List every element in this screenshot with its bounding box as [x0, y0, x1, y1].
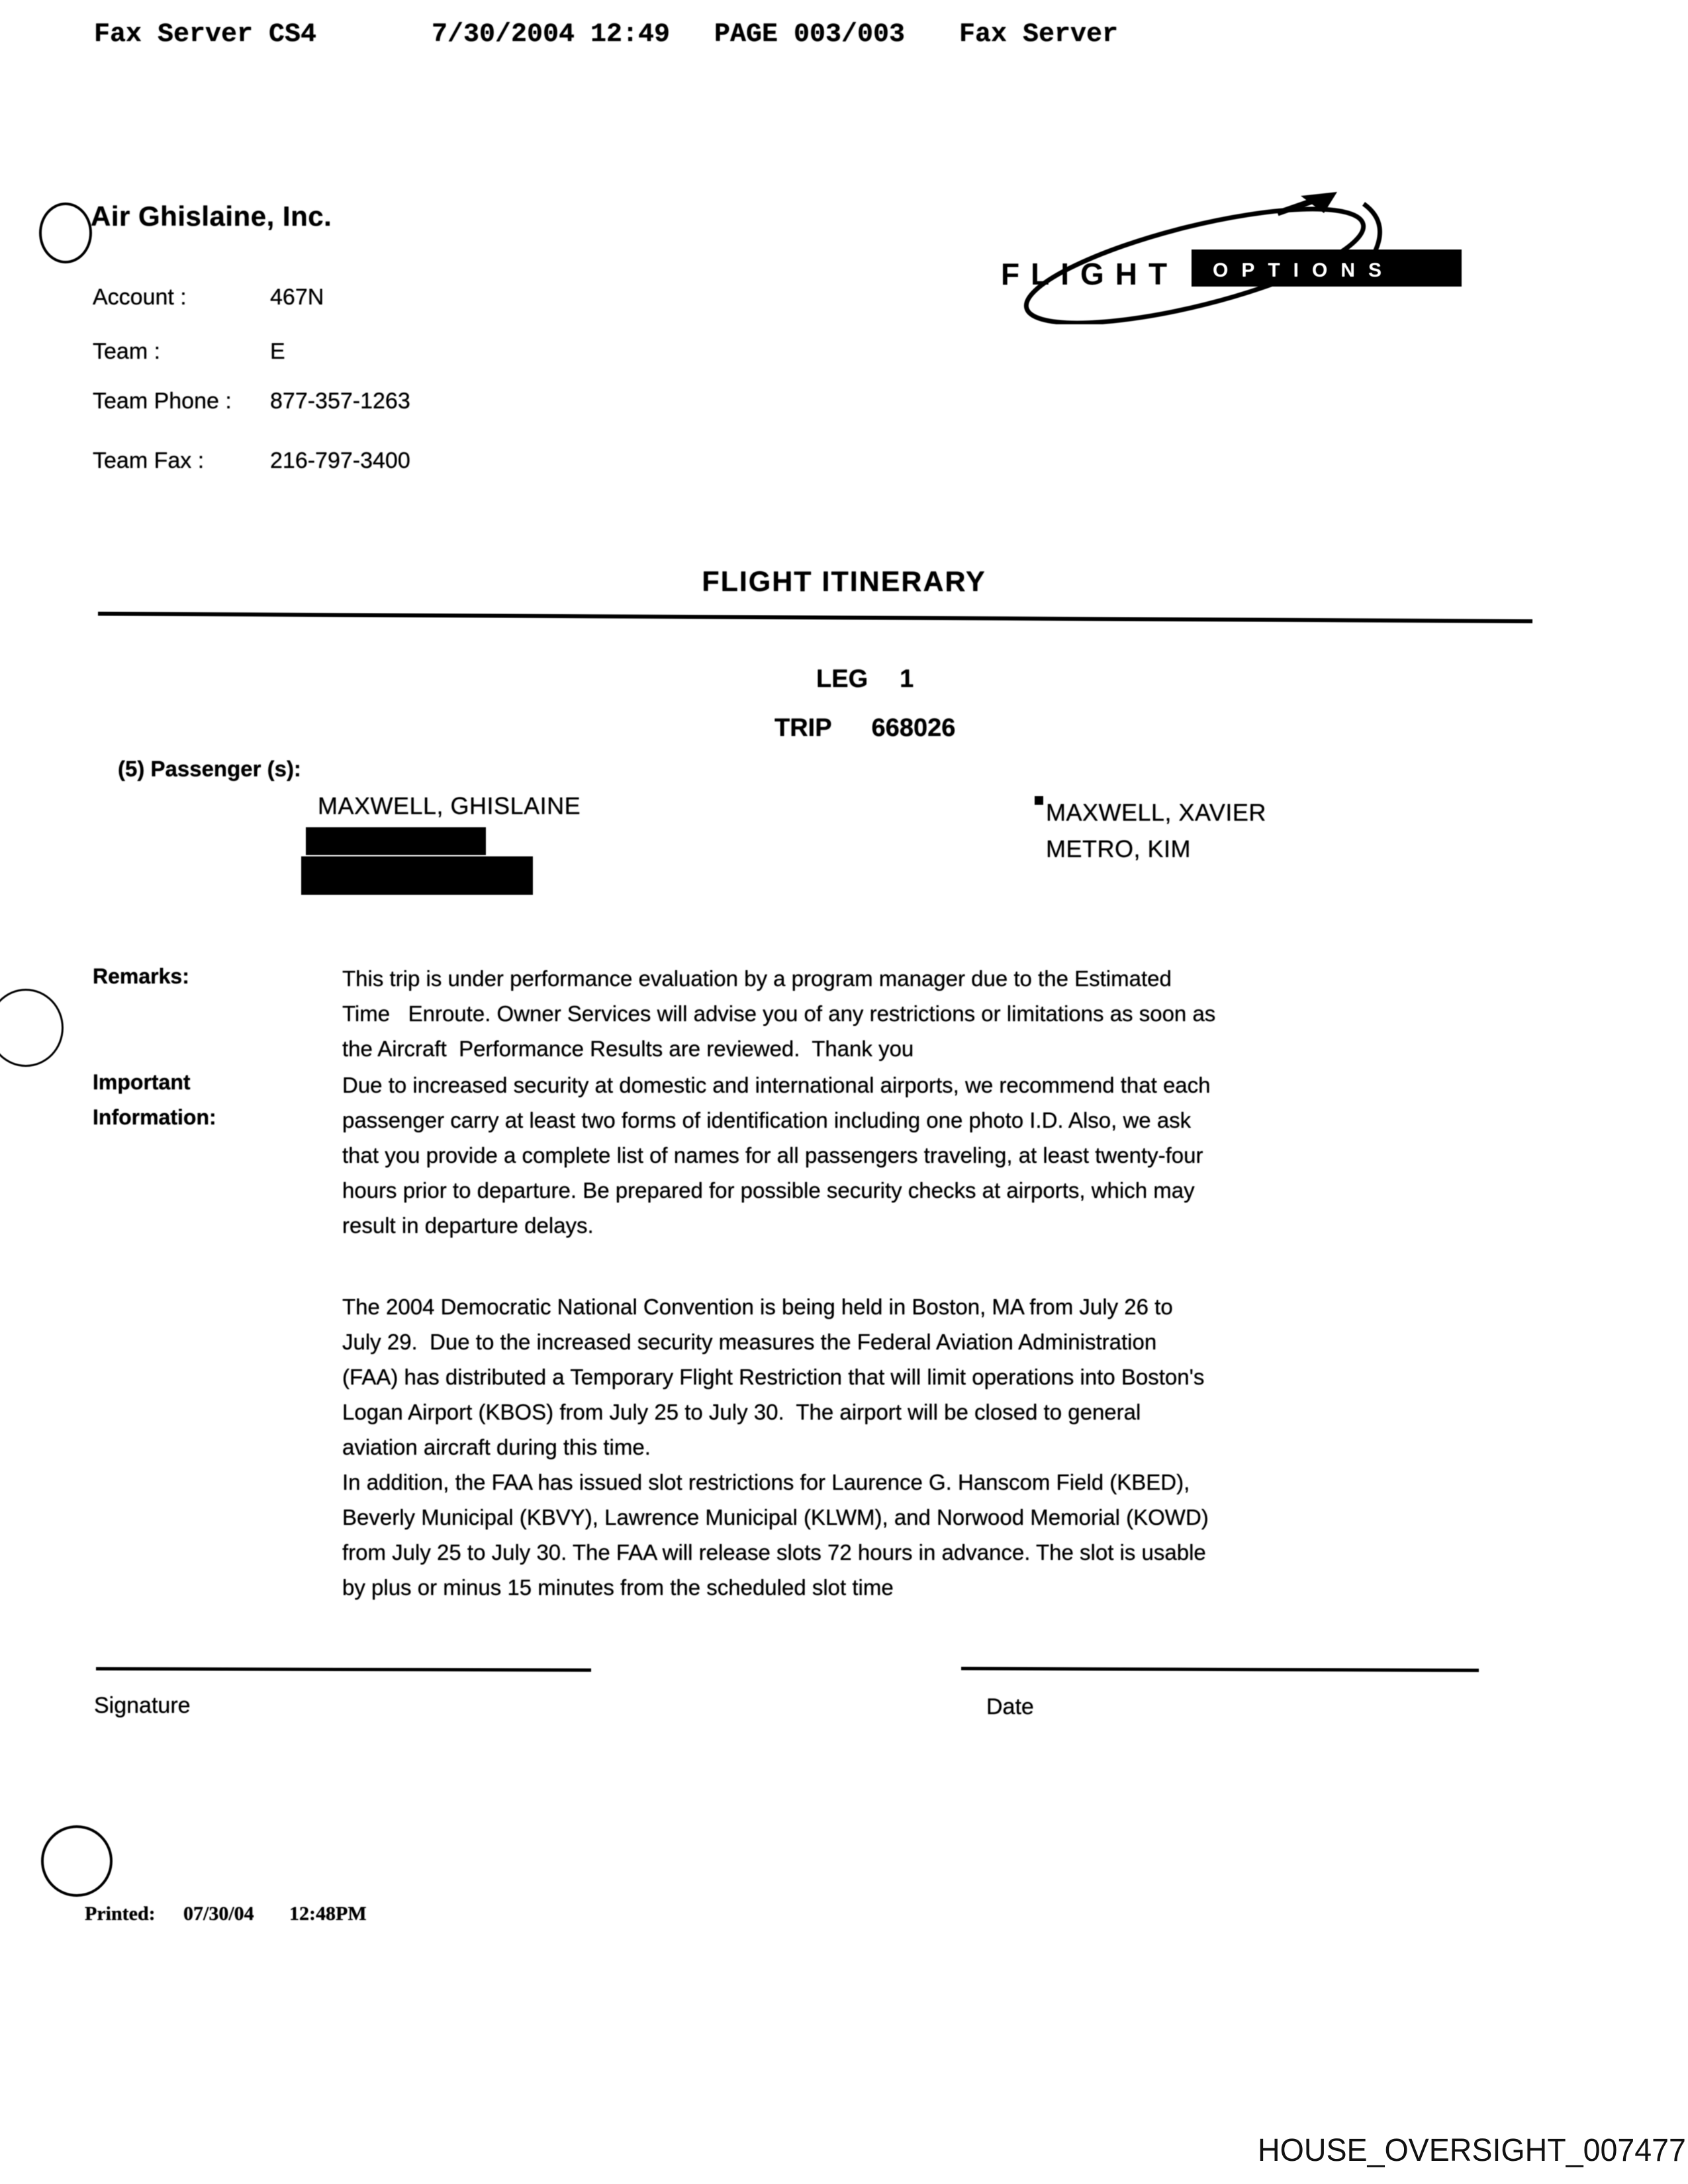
leg-label: LEG — [816, 665, 868, 693]
printed-label: Printed: — [85, 1903, 156, 1925]
punch-hole-icon — [41, 1825, 113, 1897]
team-fax-label: Team Fax : — [93, 448, 205, 473]
remarks-label: Remarks: — [93, 964, 189, 988]
passenger-name: METRO, KIM — [1046, 835, 1191, 862]
leg-number: 1 — [900, 665, 914, 693]
account-label: Account : — [93, 285, 187, 310]
passenger-name: MAXWELL, GHISLAINE — [318, 792, 581, 819]
fax-header-datetime: 7/30/2004 12:49 — [432, 20, 671, 50]
redaction-bar — [306, 827, 486, 855]
fax-header-sender: Fax Server — [959, 20, 1119, 50]
bates-number: HOUSE_OVERSIGHT_007477 — [1258, 2133, 1686, 2168]
passenger-name: MAXWELL, XAVIER — [1046, 799, 1266, 826]
stray-mark-icon — [1035, 796, 1043, 805]
team-value: E — [270, 339, 285, 364]
remarks-text: This trip is under performance evaluation by a program manager due to the Estimated Time Enroute. Owner Services will advise you of any restrictions or limitations as soon as the Aircraft Performance Results are reviewed. Thank you — [342, 966, 1216, 1061]
logo-word-flight: FLIGHT — [1001, 257, 1179, 291]
team-phone-label: Team Phone : — [93, 388, 232, 414]
fax-header-station: Fax Server CS4 — [94, 20, 317, 50]
passenger-heading: (5) Passenger (s): — [118, 756, 301, 781]
document-title: FLIGHT ITINERARY — [702, 566, 986, 598]
redaction-bar — [301, 856, 533, 895]
account-value: 467N — [270, 285, 324, 310]
advisory-text: The 2004 Democratic National Convention is being held in Boston, MA from July 26 to July 29. Due to the increased security measures the Federal Aviation Administration (FAA) has distributed a Temporary Flight Restriction that will limit operations into Boston's Logan Airport (KBOS) from July 25 to July 30. The airport will be closed to general aviation aircraft during this time. In addition, the FAA has issued slot restrictions for Laurence G. Hanscom Field (KBED), Beverly Municipal (KBVY), Lawrence Municipal (KLWM), and Norwood Memorial (KOWD) from July 25 to July 30. The FAA will release slots 72 hours in advance. The slot is usable by plus or minus 15 minutes from the scheduled slot time — [342, 1295, 1209, 1600]
date-label: Date — [986, 1694, 1034, 1719]
logo-word-options: OPTIONS — [1213, 259, 1395, 281]
trip-number: 668026 — [871, 714, 956, 742]
team-label: Team : — [93, 339, 161, 364]
title-divider-rule — [98, 612, 1532, 623]
team-fax-value: 216-797-3400 — [270, 448, 410, 473]
flight-options-logo — [966, 192, 1496, 324]
important-info-label: Information: — [93, 1105, 216, 1129]
team-phone-value: 877-357-1263 — [270, 388, 410, 414]
signature-label: Signature — [94, 1693, 191, 1718]
punch-hole-icon — [0, 989, 64, 1067]
punch-hole-icon — [39, 203, 92, 263]
signature-line — [96, 1667, 591, 1672]
printed-time: 12:48PM — [289, 1903, 367, 1925]
printed-date: 07/30/04 — [183, 1903, 254, 1925]
important-info-text: Due to increased security at domestic and international airports, we recommend that each passenger carry at least two forms of identification including one photo I.D. Also, we ask that you provide a complete list of names for all passengers traveling, at least twenty-four hours prior to departure. Be prepared for possible security checks at airports, which may result in departure delays. — [342, 1073, 1211, 1238]
date-line — [961, 1667, 1479, 1672]
company-name: Air Ghislaine, Inc. — [91, 201, 332, 232]
trip-label: TRIP — [774, 714, 832, 742]
fax-header-page: PAGE 003/003 — [714, 20, 906, 50]
important-info-label: Important — [93, 1070, 191, 1094]
